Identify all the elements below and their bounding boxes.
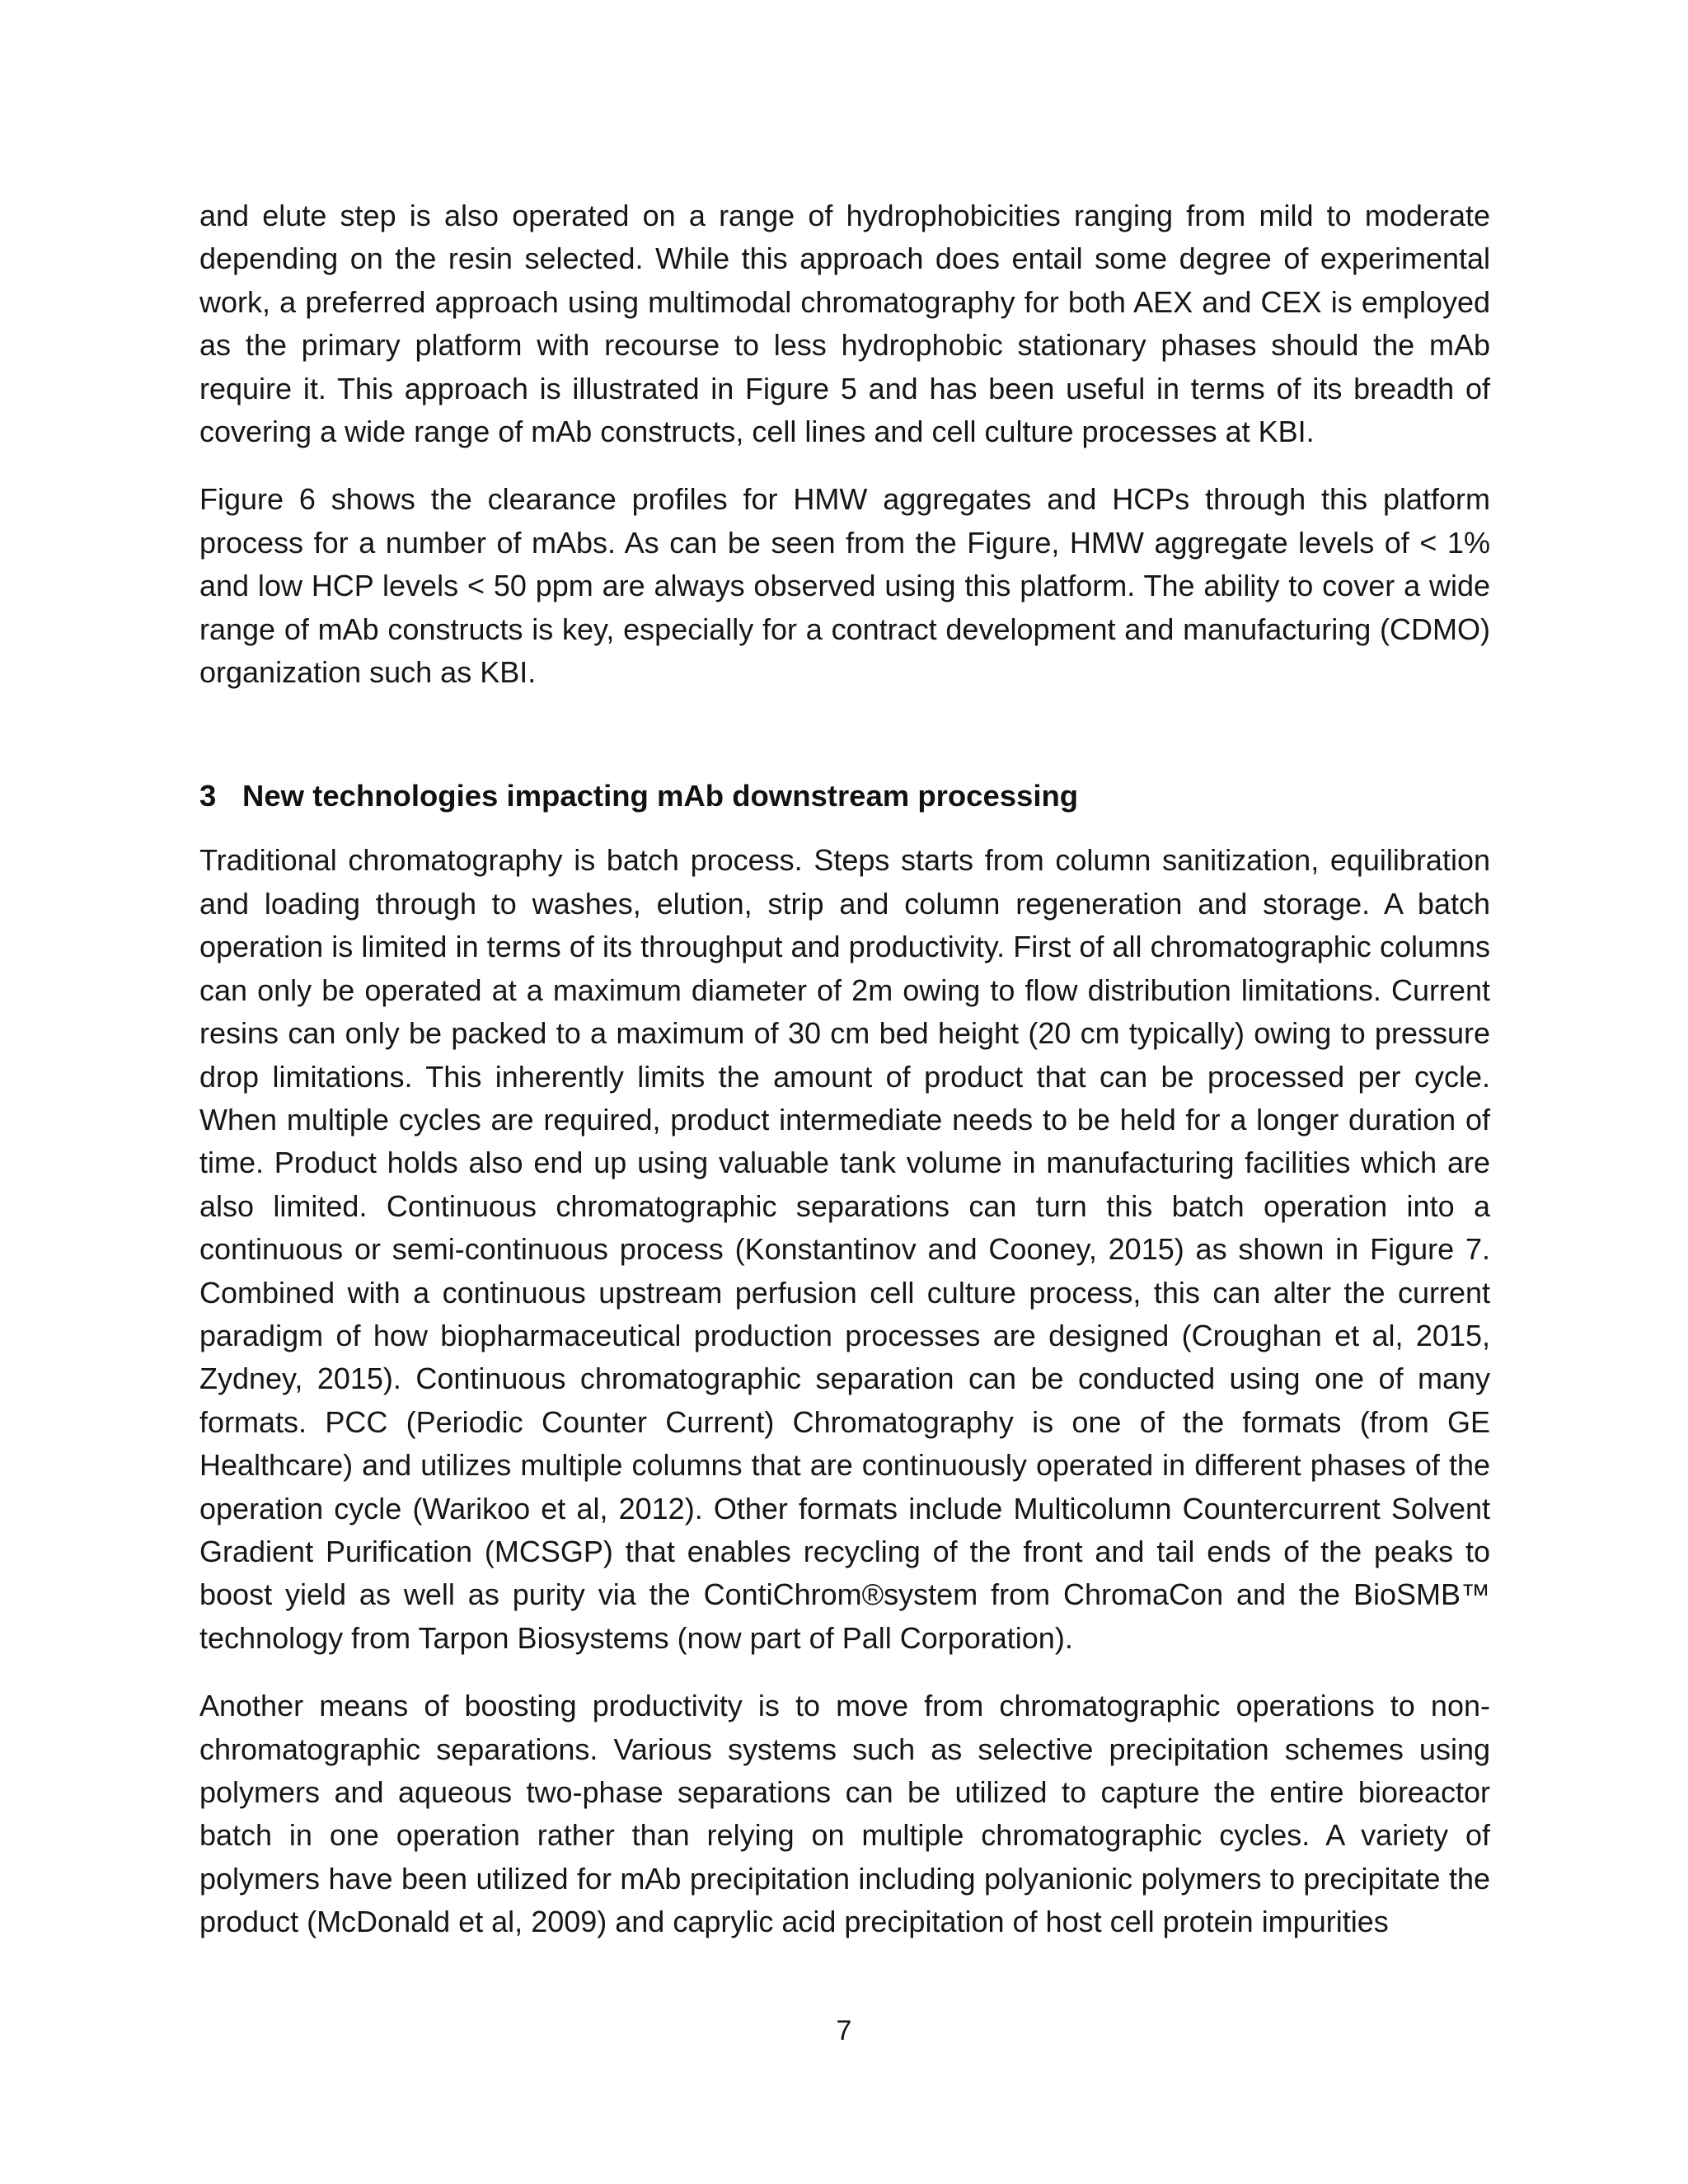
page-number: 7 — [836, 2015, 852, 2046]
section-number: 3 — [199, 779, 217, 813]
paragraph-clearance-profiles: Figure 6 shows the clearance profiles for HMW aggregates and HCPs through this platform process for a number of mAbs. As can be seen from the Figure, HMW aggregate levels of < 1% and low HCP levels < 50 ppm are always observed using this platform. The ability to cover a wide range of mAb constructs is key, especially for a contract development and manufacturing (CDMO) organization such as KBI. — [199, 482, 1490, 690]
section-title: New technologies impacting mAb downstream processing — [242, 779, 1079, 813]
section-heading — [199, 775, 1490, 818]
paragraph-platform-approach: and elute step is also operated on a range of hydrophobicities ranging from mild to moderate depending on the resin selected. While this approach does entail some degree of experimental work, a preferred approach using multimodal chromatography for both AEX and CEX is employed as the primary platform with recourse to less hydrophobic stationary phases should the mAb require it. This approach is illustrated in Figure 5 and has been useful in terms of its breadth of covering a wide range of mAb constructs, cell lines and cell culture processes at KBI. — [199, 199, 1490, 449]
page-body — [199, 194, 1490, 1944]
paragraph-continuous-chromatography: Traditional chromatography is batch process. Steps starts from column sanitization, equilibration and loading through to washes, elution, strip and column regeneration and storage. A batch operation is limited in terms of its throughput and productivity. First of all chromatographic columns can only be operated at a maximum diameter of 2m owing to flow distribution limitations. Current resins can only be packed to a maximum of 30 cm bed height (20 cm typically) owing to pressure drop limitations. This inherently limits the amount of product that can be processed per cycle. When multiple cycles are required, product intermediate needs to be held for a longer duration of time. Product holds also end up using valuable tank volume in manufacturing facilities which are also limited. Continuous chromatographic separations can turn this batch operation into a continuous or semi-continuous process (Konstantinov and Cooney, 2015) as shown in Figure 7. Combined with a continuous upstream perfusion cell culture process, this can alter the current paradigm of how biopharmaceutical production processes are designed (Croughan et al, 2015, Zydney, 2015). Continuous chromatographic separation can be conducted using one of many formats. PCC (Periodic Counter Current) Chromatography is one of the formats (from GE Healthcare) and utilizes multiple columns that are continuously operated in different phases of the operation cycle (Warikoo et al, 2012). Other formats include Multicolumn Countercurrent Solvent Gradient Purification (MCSGP) that enables recycling of the front and tail ends of the peaks to boost yield as well as purity via the ContiChrom®system from ChromaCon and the BioSMB™ technology from Tarpon Biosystems (now part of Pall Corporation). — [199, 843, 1490, 1655]
paragraph-non-chromatographic: Another means of boosting productivity is to move from chromatographic operations to non-chromatographic separations. Various systems such as selective precipitation schemes using polymers and aqueous two-phase separations can be utilized to capture the entire bioreactor batch in one operation rather than relying on multiple chromatographic cycles. A variety of polymers have been utilized for mAb precipitation including polyanionic polymers to precipitate the product (McDonald et al, 2009) and caprylic acid precipitation of host cell protein impurities — [199, 1689, 1490, 1939]
